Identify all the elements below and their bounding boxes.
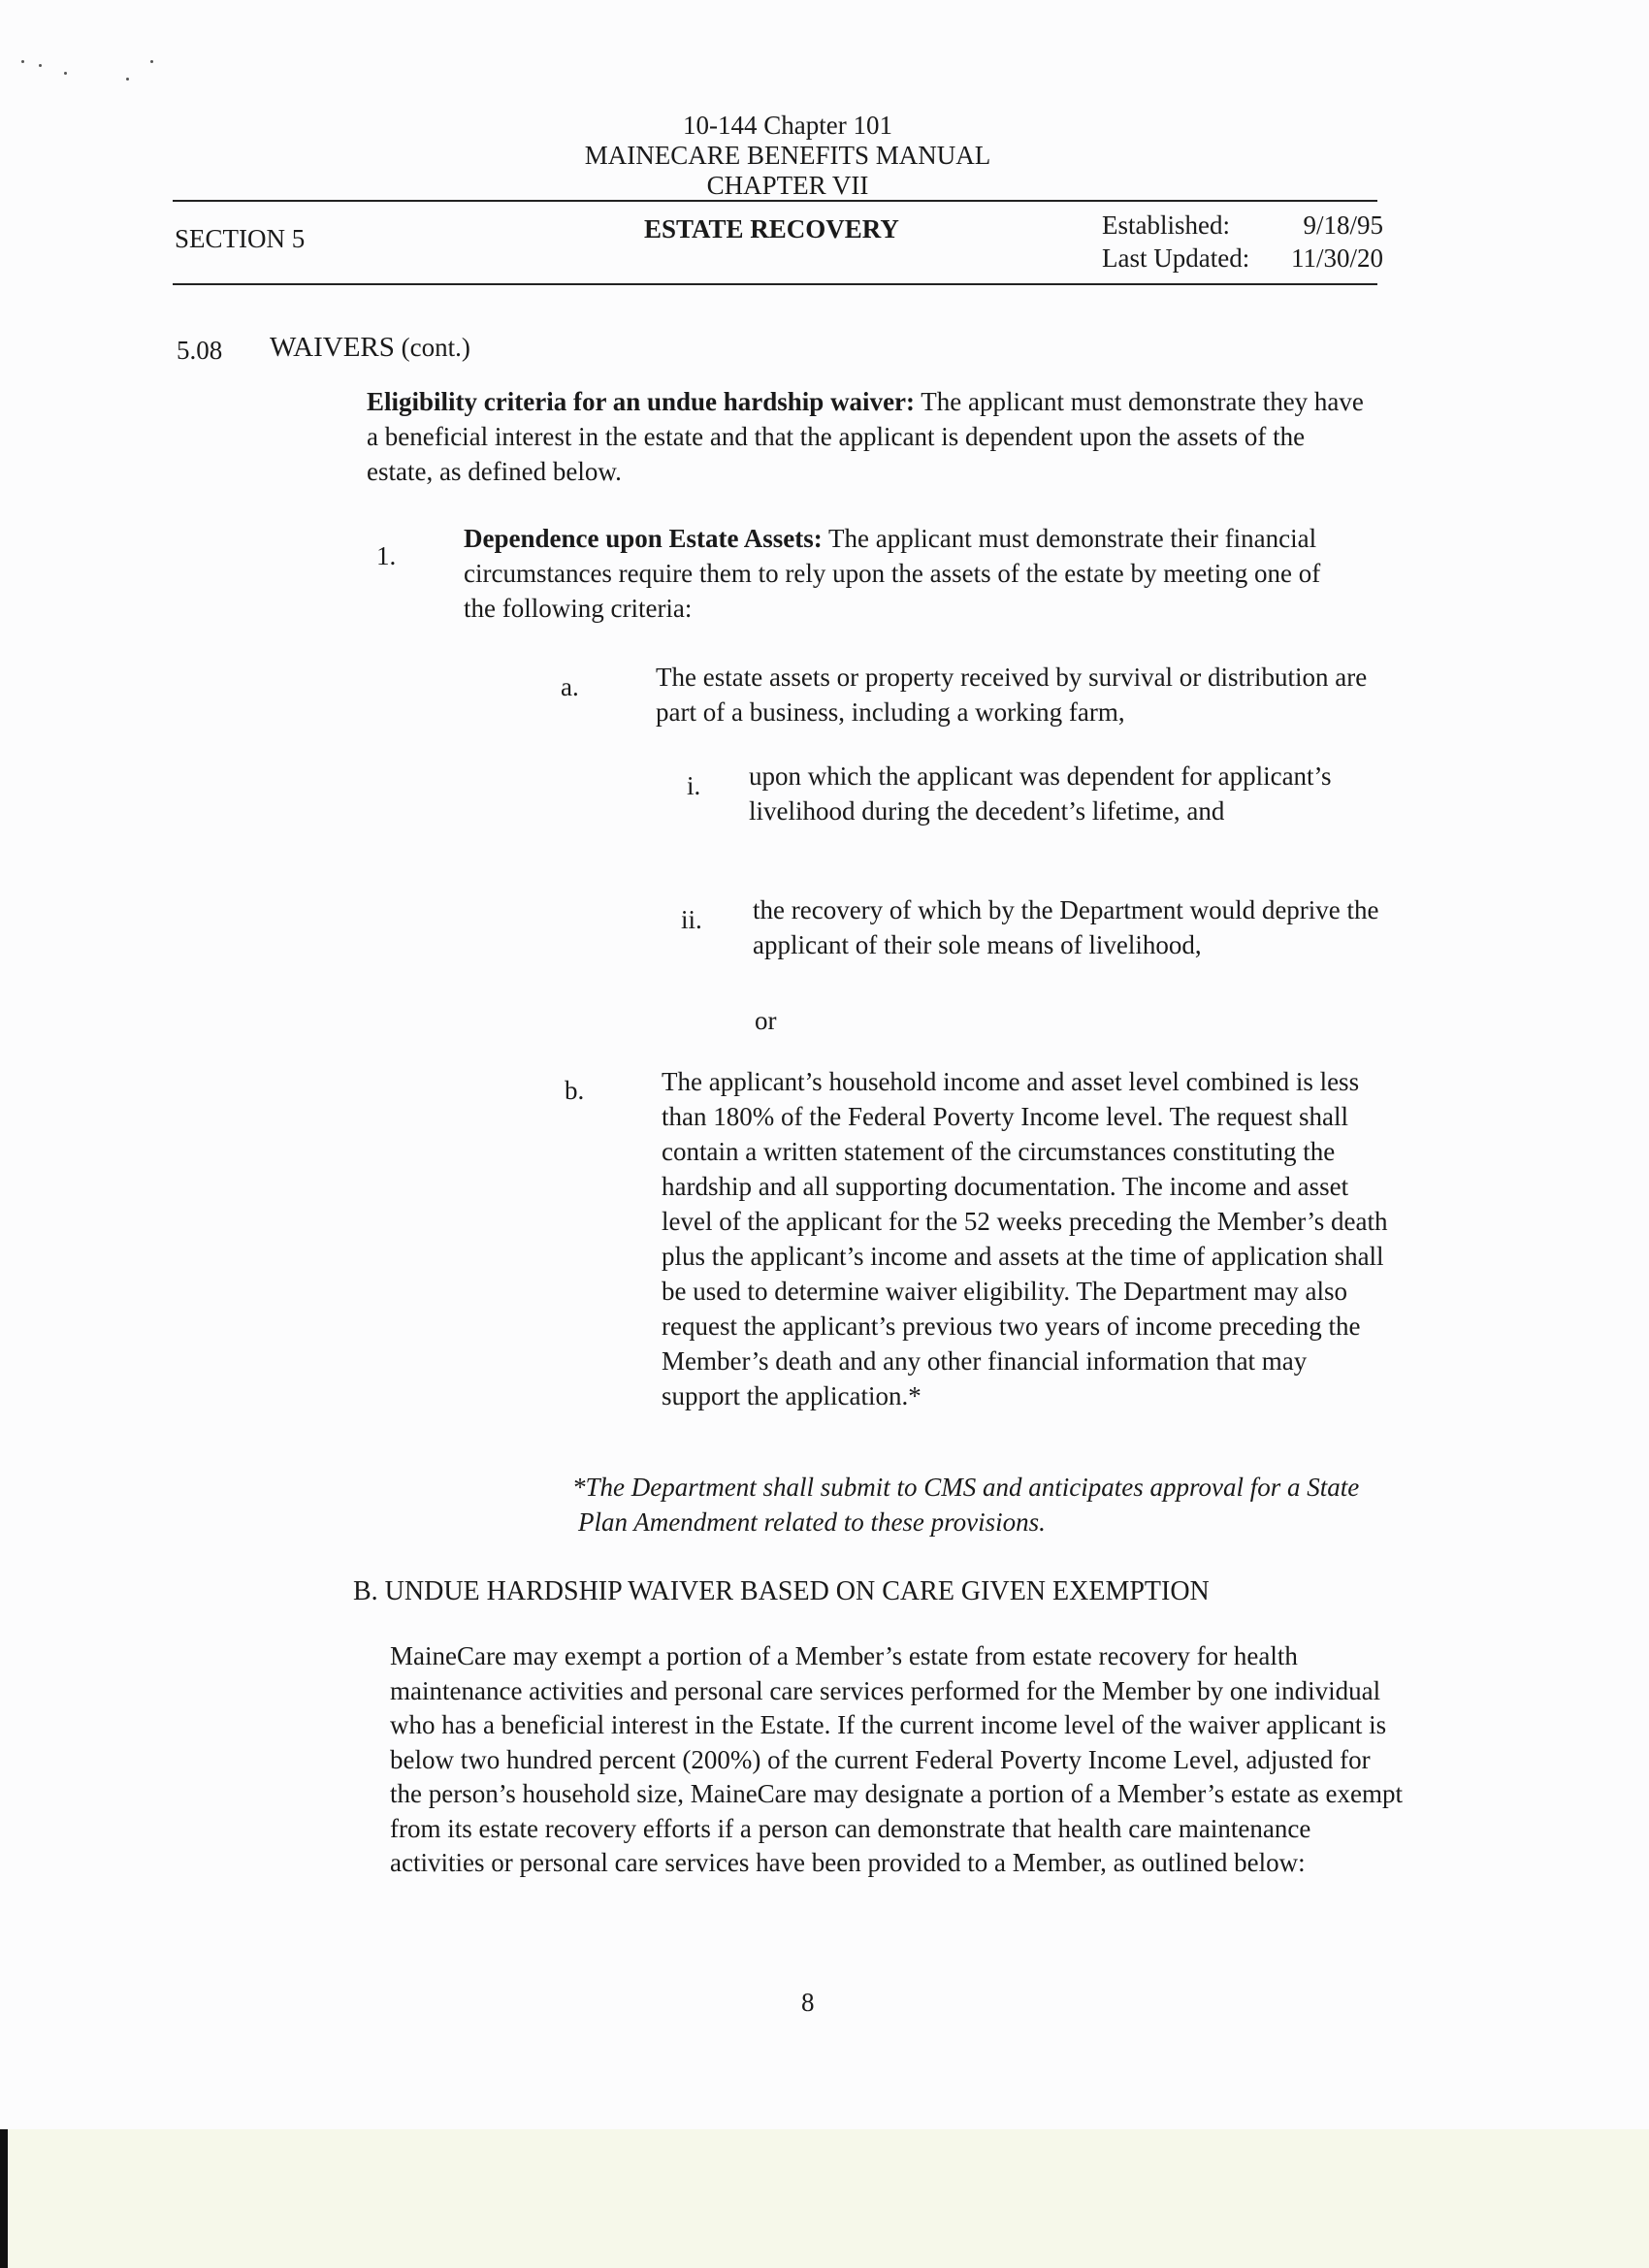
- item-a-text: The estate assets or property received by survival or distribution are part of a business, including a working farm,: [656, 663, 1368, 727]
- scan-speck: [39, 64, 42, 67]
- scan-margin: [0, 2129, 1649, 2268]
- header-top-rule: [173, 200, 1377, 202]
- section-heading-title: WAIVERS: [270, 332, 395, 363]
- scan-speck: [126, 78, 129, 81]
- footnote: *The Department shall submit to CMS and anticipates approval for a State Plan Amendment related to these provisions.: [572, 1473, 1360, 1537]
- updated-date: 11/30/20: [1290, 243, 1383, 273]
- manual-title: MAINECARE BENEFITS MANUAL: [584, 141, 991, 170]
- item-1-lead: Dependence upon Estate Assets:: [464, 524, 823, 553]
- established-label: Established:: [1102, 211, 1230, 240]
- header-bottom-rule: [173, 283, 1377, 285]
- item-1-marker: 1.: [376, 541, 397, 570]
- eligibility-lead: Eligibility criteria for an undue hardship waiver:: [367, 387, 916, 416]
- section-b-heading: B. UNDUE HARDSHIP WAIVER BASED ON CARE GIVEN EXEMPTION: [353, 1576, 1210, 1606]
- item-ii-text: the recovery of which by the Department would deprive the applicant of their sole means of livelihood,: [753, 895, 1379, 959]
- item-ii-marker: ii.: [681, 905, 702, 934]
- section-title: ESTATE RECOVERY: [644, 214, 899, 243]
- scan-edge: [0, 2129, 8, 2268]
- item-i-text: upon which the applicant was dependent for applicant’s livelihood during the decedent’s lifetime, and: [749, 761, 1332, 826]
- dates-block: [1102, 208, 1383, 275]
- updated-label: Last Updated:: [1102, 243, 1250, 273]
- section-label: SECTION 5: [175, 224, 306, 253]
- item-1-paragraph: [464, 521, 1356, 626]
- section-b-text: MaineCare may exempt a portion of a Member’s estate from estate recovery for health maintenance activities and personal care services performed for the Member by one individual who has a beneficial interest in the Estate. If the current income level of the waiver applicant is below two hundred percent (200%) of the current Federal Poverty Income Level, adjusted for the person’s household size, MaineCare may designate a portion of a Member’s estate as exempt from its estate recovery efforts if a person can demonstrate that health care maintenance activities or personal care services have been provided to a Member, as outlined below:: [390, 1641, 1403, 1877]
- item-a-marker: a.: [561, 672, 579, 701]
- scan-speck: [21, 60, 24, 63]
- manual-code: 10-144 Chapter 101: [683, 111, 892, 140]
- item-i-marker: i.: [687, 771, 701, 800]
- chapter-title: CHAPTER VII: [706, 171, 869, 200]
- section-number: 5.08: [177, 336, 223, 365]
- section-heading: [270, 330, 470, 365]
- scan-speck: [64, 72, 67, 75]
- item-1-text: The applicant must demonstrate their financial circumstances require them to rely upon the assets of the estate by meeting one of the following criteria:: [464, 524, 1321, 623]
- established-date: 9/18/95: [1303, 211, 1383, 240]
- item-b-marker: b.: [565, 1076, 585, 1105]
- eligibility-text: The applicant must demonstrate they have a beneficial interest in the estate and that the applicant is dependent upon the assets of the estate, as defined below.: [367, 387, 1364, 486]
- scan-speck: [150, 60, 153, 63]
- section-heading-suffix: (cont.): [401, 333, 470, 362]
- item-b-text: The applicant’s household income and asset level combined is less than 180% of the Federal Poverty Income level. The request shall contain a written statement of the circumstances constituting the hardship and all supporting documentation. The income and asset level of the applicant for the 52 weeks preceding the Member’s death plus the applicant’s income and assets at the time of application shall be used to determine waiver eligibility. The Department may also request the applicant’s previous two years of income preceding the Member’s death and any other financial information that may support the application.*: [662, 1067, 1388, 1410]
- eligibility-paragraph: [367, 384, 1375, 489]
- or-connector: or: [755, 1006, 777, 1035]
- page-number: 8: [801, 1988, 815, 2017]
- header-block: [12, 111, 1564, 201]
